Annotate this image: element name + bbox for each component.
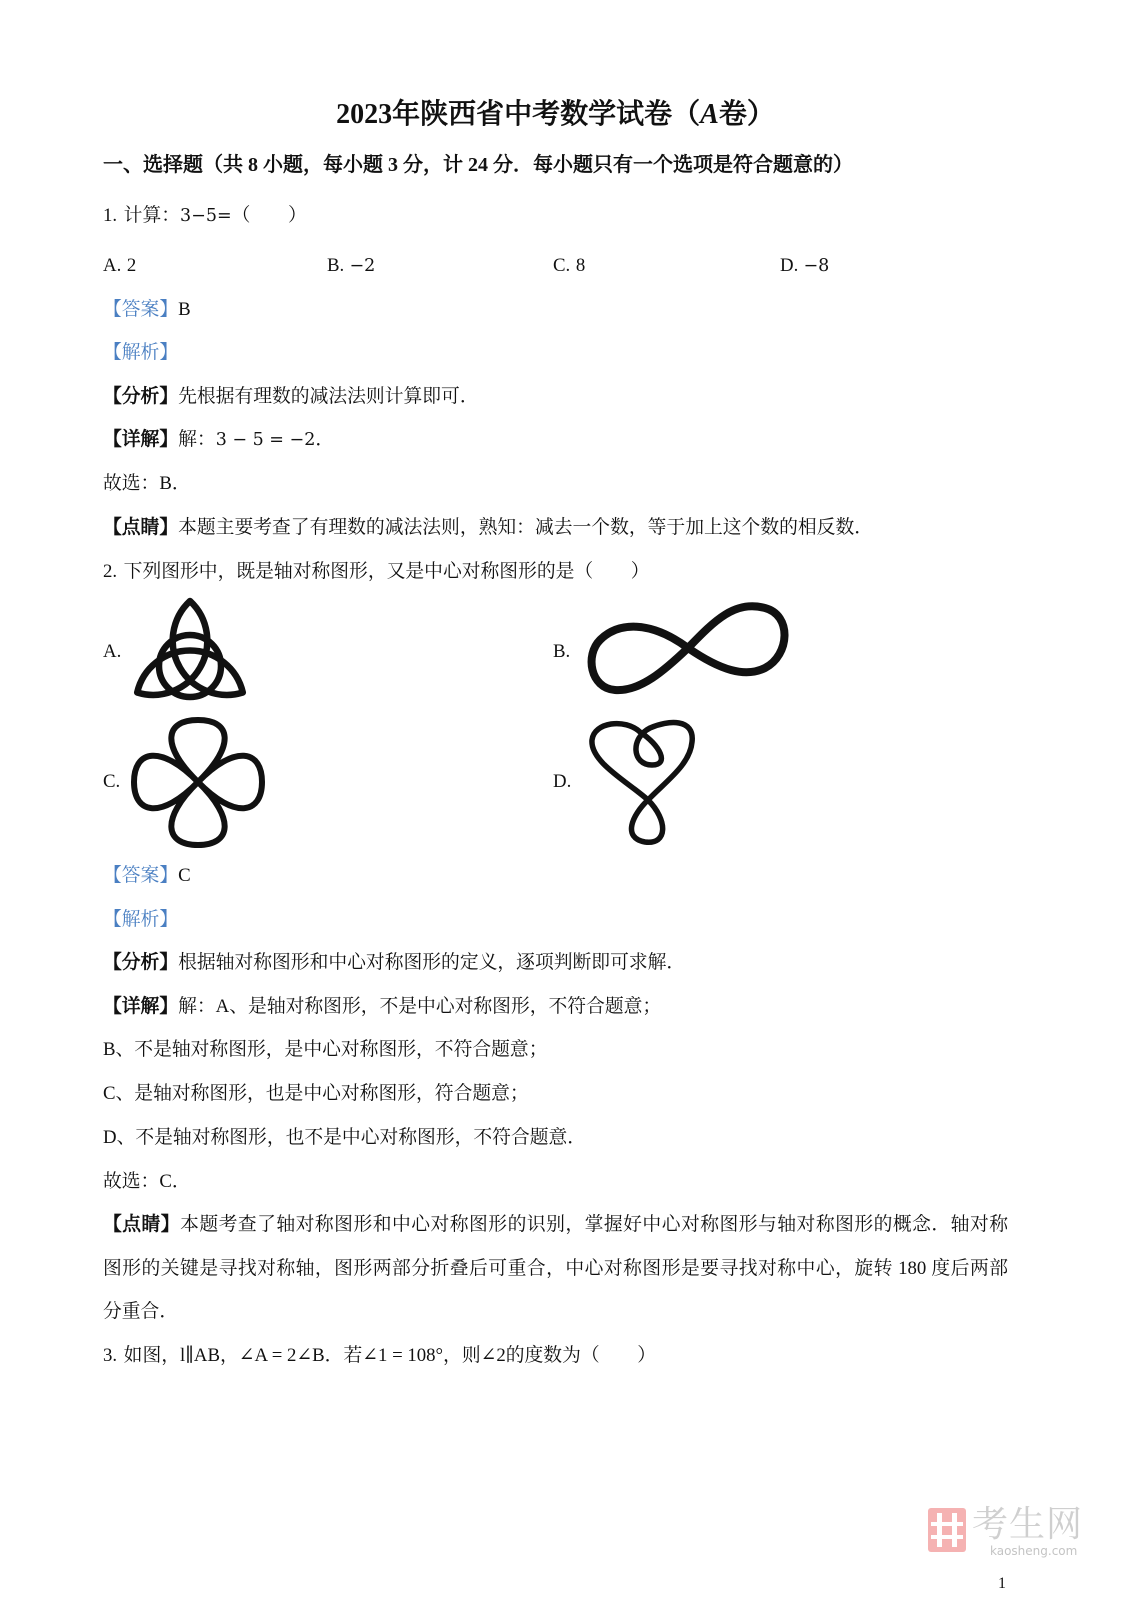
triquetra-figure (120, 588, 260, 714)
title-main: 2023年陕西省中考数学试卷（ (336, 99, 701, 130)
logo-bar (931, 1535, 963, 1539)
analysis-text: 先根据有理数的减法法则计算即可． (178, 386, 479, 407)
option-value: 2 (126, 255, 137, 276)
analysis-line (103, 950, 685, 976)
question-3-stem (103, 1343, 656, 1369)
four-leaf-path (134, 720, 262, 845)
kaosheng-logo-bg (928, 1508, 966, 1552)
solution-tag: 【解析】 (103, 909, 179, 930)
answer-tag: 【答案】 (103, 299, 179, 320)
conclusion-line: 故选：B． (103, 473, 191, 494)
watermark-brand: 考生网 (972, 1504, 1084, 1545)
infinity-path (592, 606, 785, 690)
detail-text: 解：A、是轴对称图形，不是中心对称图形，不符合题意； (178, 996, 662, 1017)
kaosheng-logo-icon (928, 1508, 966, 1552)
option-label: A. (103, 255, 122, 276)
solution-tag: 【解析】 (103, 342, 179, 363)
exam-title (103, 96, 1008, 134)
question-text: 计算： (123, 205, 181, 226)
option-d (780, 253, 829, 279)
triquetra-path (137, 601, 243, 695)
watermark-site: kaosheng.com (990, 1544, 1078, 1558)
four-leaf-figure (124, 710, 272, 854)
option-a (103, 253, 136, 279)
analysis-tag: 【分析】 (103, 386, 179, 407)
comment-tag: 【点睛】 (103, 517, 179, 538)
title-end: 卷） (718, 99, 775, 130)
option-label: D. (780, 255, 799, 276)
detail-line (103, 427, 334, 453)
figure-option-d-label: D. (553, 771, 572, 792)
detail-line-c: C、是轴对称图形，也是中心对称图形，符合题意； (103, 1083, 529, 1104)
option-value: −8 (803, 256, 830, 276)
question-number: 2. (103, 561, 118, 582)
logo-bar (952, 1513, 957, 1547)
analysis-line (103, 384, 479, 410)
answer-tag: 【答案】 (103, 865, 179, 886)
comment-text: 本题考查了轴对称图形和中心对称图形的识别，掌握好中心对称图形与轴对称图形的概念．轴对称 (180, 1214, 1008, 1235)
looped-curve-figure (580, 710, 702, 854)
answer-value: B (178, 299, 191, 320)
question-text: 下列图形中，既是轴对称图形，又是中心对称图形的是（ ） (123, 561, 650, 582)
detail-prefix: 解： (178, 429, 216, 450)
detail-formula: 3 − 5 = −2 (215, 430, 316, 450)
option-c (553, 253, 585, 279)
question-text: 如图，l∥AB，∠A = 2∠B．若∠1 = 108°，则∠2的度数为（ ） (123, 1345, 656, 1366)
question-2-stem (103, 559, 650, 585)
analysis-tag: 【分析】 (103, 952, 179, 973)
option-label: B. (327, 255, 345, 276)
answer-line (103, 863, 191, 889)
option-b (327, 253, 375, 279)
detail-tag: 【详解】 (103, 996, 179, 1017)
looped-curve-path (592, 723, 692, 843)
comment-line-1 (103, 1212, 1008, 1238)
figure-option-a-label: A. (103, 641, 122, 662)
infinity-figure (578, 598, 796, 702)
detail-line-d: D、不是轴对称图形，也不是中心对称图形，不符合题意． (103, 1127, 587, 1148)
conclusion-line: 故选：C． (103, 1171, 191, 1192)
answer-line (103, 297, 191, 323)
answer-blank: （ ） (231, 205, 307, 226)
comment-text: 本题主要考查了有理数的减法法则，熟知：减去一个数，等于加上这个数的相反数． (178, 517, 874, 538)
page-number: 1 (998, 1575, 1006, 1592)
option-label: C. (553, 255, 571, 276)
logo-bar (937, 1513, 942, 1547)
comment-line-3: 分重合． (103, 1301, 179, 1322)
option-value: 8 (575, 255, 586, 276)
logo-bar (931, 1522, 963, 1526)
section-heading: 一、选择题（共 8 小题，每小题 3 分，计 24 分．每小题只有一个选项是符合题意的） (103, 154, 853, 176)
comment-tag: 【点睛】 (103, 1214, 181, 1235)
detail-tag: 【详解】 (103, 429, 179, 450)
inner-circle (159, 635, 221, 697)
analysis-text: 根据轴对称图形和中心对称图形的定义，逐项判断即可求解． (178, 952, 686, 973)
figure-option-b-label: B. (553, 641, 571, 662)
question-1-stem (103, 203, 307, 229)
question-number: 1. (103, 205, 118, 226)
title-paper-letter: A (700, 99, 719, 130)
question-formula: 3−5= (180, 206, 232, 226)
comment-line-2: 图形的关键是寻找对称轴，图形两部分折叠后可重合，中心对称图形是要寻找对称中心，旋转 180 度后两部 (103, 1258, 1008, 1279)
detail-line-b: B、不是轴对称图形，是中心对称图形，不符合题意； (103, 1039, 548, 1060)
question-number: 3. (103, 1345, 118, 1366)
detail-line (103, 994, 661, 1020)
detail-end: ． (315, 429, 335, 450)
figure-option-c-label: C. (103, 771, 121, 792)
option-value: −2 (349, 256, 376, 276)
answer-value: C (178, 865, 191, 886)
comment-line (103, 515, 873, 541)
